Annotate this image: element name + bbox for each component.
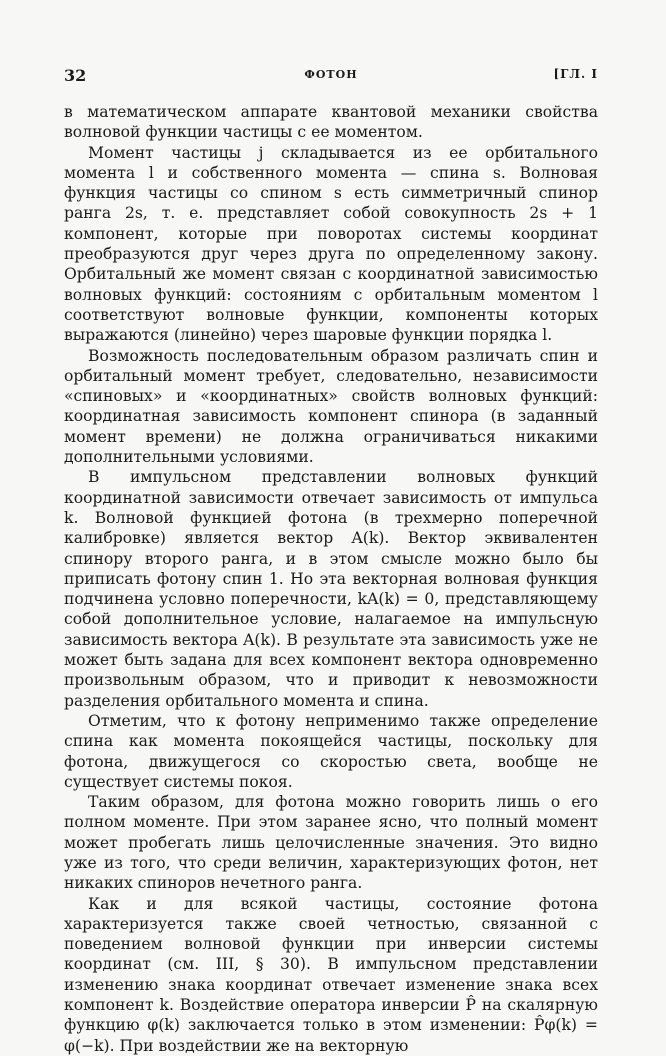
running-title: ФОТОН <box>304 68 358 81</box>
paragraph-total-moment: Таким образом, для фотона можно говорить лишь о его полном моменте. При этом заранее ясно, что полный момент может пробегать лишь целочисленные значения. Это видно уже из того, что среди величин, характеризующих фотон, нет никаких спиноров нечетного ранга. <box>64 793 598 893</box>
chapter-marker: [ГЛ. I <box>553 67 598 81</box>
book-page <box>64 66 598 1056</box>
paragraph-rest-frame: Отметим, что к фотону неприменимо также определение спина как момента покоящейся частицы, поскольку для фотона, движущегося со скоростью света, вообще не существует системы покоя. <box>64 711 598 791</box>
paragraph-continued: в математическом аппарате квантовой механики свойства волновой функции частицы с ее моментом. <box>64 103 598 142</box>
page-header <box>64 66 598 92</box>
page-number: 32 <box>64 66 87 85</box>
paragraph-momentum-representation: В импульсном представлении волновых функций координатной зависимости отвечает зависимость от импульса k. Волновой функцией фотона (в трехмерно поперечной калибровке) является вектор A(k). Вектор эквивалентен спинору второго ранга, и в этом смысле можно было бы приписать фотону спин 1. Но эта векторная волновая функция подчинена условно поперечности, kA(k) = 0, представляющему собой дополнительное условие, налагаемое на импульсную зависимость вектора A(k). В результате эта зависимость уже не может быть задана для всех компонент вектора одновременно произвольным образом, что и приводит к невозможности разделения орбитального момента и спина. <box>64 468 598 710</box>
paragraph-parity: Как и для всякой частицы, состояние фотона характеризуется также своей четностью, связанной с поведением волновой функции при инверсии системы координат (см. III, § 30). В импульсном представлении изменению знака координат отвечает изменение знака всех компонент k. Воздействие оператора инверсии P̂ на скалярную функцию φ(k) заключается только в этом изменении: P̂φ(k) = φ(−k). При воздействии же на векторную <box>64 894 598 1055</box>
page-body <box>64 102 598 1056</box>
paragraph-momentum: Момент частицы j складывается из ее орбитального момента l и собственного момента — спина s. Волновая функция частицы со спином s есть симметричный спинор ранга 2s, т. е. представляет собой совокупность 2s + 1 компонент, которые при поворотах системы координат преобразуются друг через друга по определенному закону. Орбитальный же момент связан с координатной зависимостью волновых функций: состояниям с орбитальным моментом l соответствуют волновые функции, компоненты которых выражаются (линейно) через шаровые функции порядка l. <box>64 143 598 345</box>
paragraph-spin-orbit: Возможность последовательным образом различать спин и орбитальный момент требует, следовательно, независимости «спиновых» и «координатных» свойств волновых функций: координатная зависимость компонент спинора (в заданный момент времени) не должна ограничиваться никакими дополнительными условиями. <box>64 346 598 467</box>
